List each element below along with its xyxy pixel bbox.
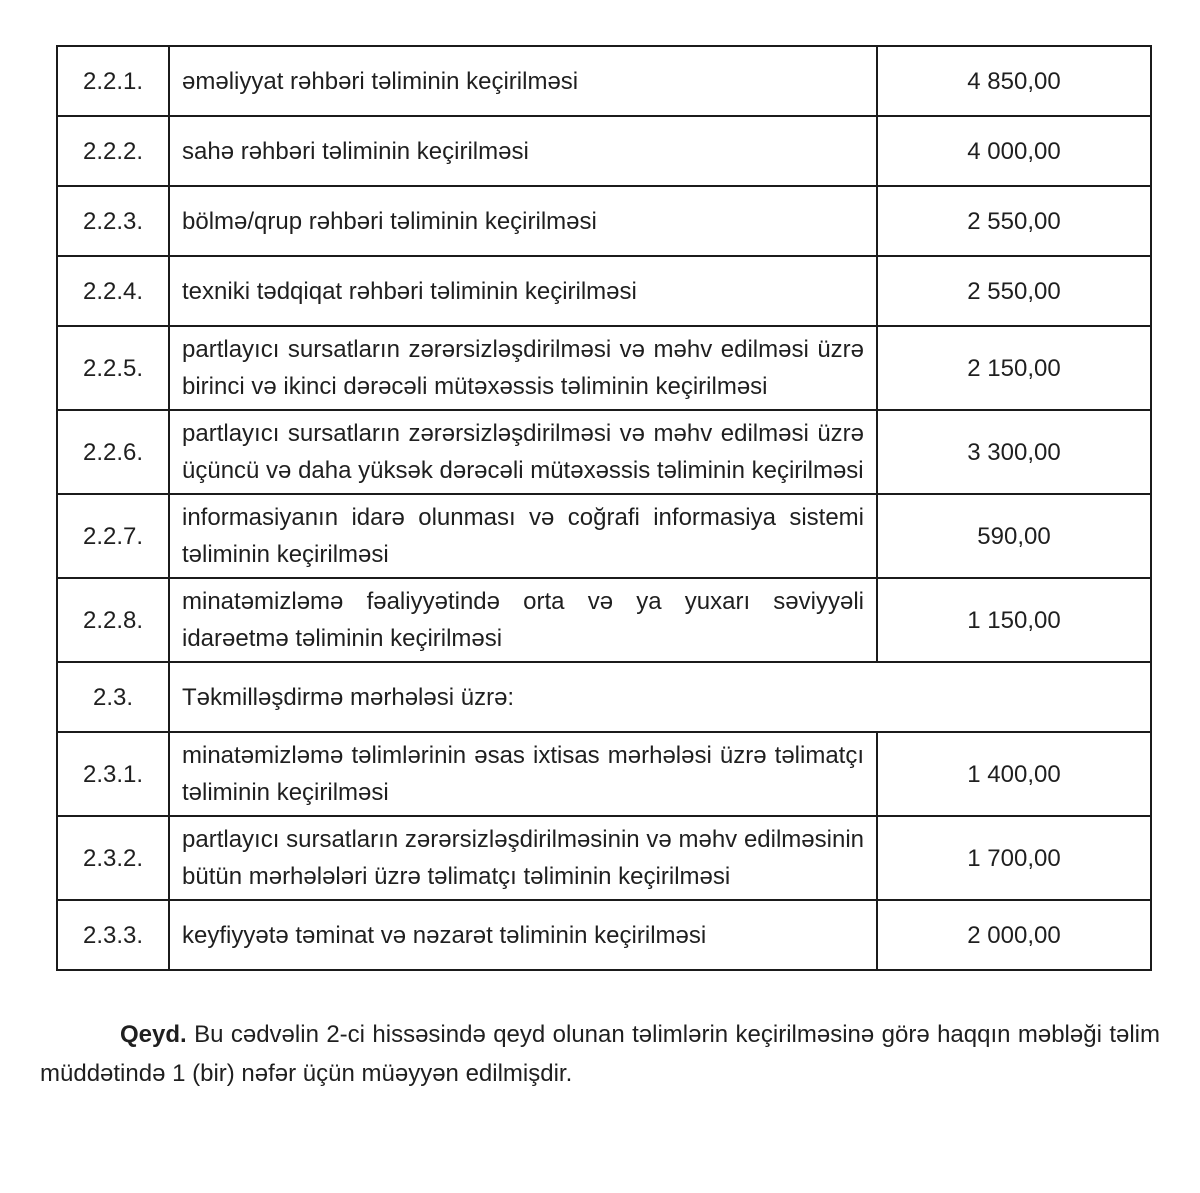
- row-value-cell: 4 850,00: [877, 46, 1151, 116]
- fee-table-body: [57, 46, 1151, 970]
- row-description-cell: minatəmizləmə təlimlərinin əsas ixtisas mərhələsi üzrə təlimatçı təliminin keçirilməsi: [169, 732, 877, 816]
- row-number-cell: 2.3.3.: [57, 900, 169, 970]
- row-value-cell: 1 150,00: [877, 578, 1151, 662]
- row-value-cell: 1 700,00: [877, 816, 1151, 900]
- fee-table: [56, 45, 1152, 971]
- table-row: [57, 578, 1151, 662]
- row-description-cell: keyfiyyətə təminat və nəzarət təliminin keçirilməsi: [169, 900, 877, 970]
- row-value-cell: 2 150,00: [877, 326, 1151, 410]
- row-description-cell: informasiyanın idarə olunması və coğrafi informasiya sistemi təliminin keçirilməsi: [169, 494, 877, 578]
- note-text: Bu cədvəlin 2-ci hissəsində qeyd olunan təlimlərin keçirilməsinə görə haqqın məbləği təlim müddətində 1 (bir) nəfər üçün müəyyən edilmişdir.: [40, 1021, 1160, 1087]
- row-number-cell: 2.3.1.: [57, 732, 169, 816]
- table-row: [57, 816, 1151, 900]
- table-row: [57, 900, 1151, 970]
- row-description-cell: partlayıcı sursatların zərərsizləşdirilməsi və məhv edilməsi üzrə üçüncü və daha yüksək dərəcəli mütəxəssis təliminin keçirilməsi: [169, 410, 877, 494]
- table-row: [57, 662, 1151, 732]
- row-description-cell: əməliyyat rəhbəri təliminin keçirilməsi: [169, 46, 877, 116]
- row-value-cell: 2 550,00: [877, 186, 1151, 256]
- row-description-cell: bölmə/qrup rəhbəri təliminin keçirilməsi: [169, 186, 877, 256]
- row-value-cell: 590,00: [877, 494, 1151, 578]
- row-number-cell: 2.2.2.: [57, 116, 169, 186]
- row-number-cell: 2.2.5.: [57, 326, 169, 410]
- row-description-cell: partlayıcı sursatların zərərsizləşdirilməsi və məhv edilməsi üzrə birinci və ikinci dərəcəli mütəxəssis təliminin keçirilməsi: [169, 326, 877, 410]
- row-number-cell: 2.2.3.: [57, 186, 169, 256]
- table-row: [57, 186, 1151, 256]
- table-row: [57, 116, 1151, 186]
- row-value-cell: 2 000,00: [877, 900, 1151, 970]
- row-number-cell: 2.2.1.: [57, 46, 169, 116]
- table-row: [57, 410, 1151, 494]
- table-row: [57, 494, 1151, 578]
- row-description-cell: texniki tədqiqat rəhbəri təliminin keçirilməsi: [169, 256, 877, 326]
- row-value-cell: 3 300,00: [877, 410, 1151, 494]
- row-number-cell: 2.2.4.: [57, 256, 169, 326]
- row-number-cell: 2.2.6.: [57, 410, 169, 494]
- row-number-cell: 2.3.2.: [57, 816, 169, 900]
- row-number-cell: 2.3.: [57, 662, 169, 732]
- row-number-cell: 2.2.7.: [57, 494, 169, 578]
- table-row: [57, 46, 1151, 116]
- row-value-cell: 4 000,00: [877, 116, 1151, 186]
- row-description-cell: minatəmizləmə fəaliyyətində orta və ya yuxarı səviyyəli idarəetmə təliminin keçirilməsi: [169, 578, 877, 662]
- note-paragraph: [40, 1015, 1160, 1093]
- row-description-cell: Təkmilləşdirmə mərhələsi üzrə:: [169, 662, 1151, 732]
- row-value-cell: 1 400,00: [877, 732, 1151, 816]
- row-value-cell: 2 550,00: [877, 256, 1151, 326]
- row-number-cell: 2.2.8.: [57, 578, 169, 662]
- table-row: [57, 732, 1151, 816]
- note-label: Qeyd.: [120, 1021, 187, 1048]
- table-row: [57, 256, 1151, 326]
- row-description-cell: sahə rəhbəri təliminin keçirilməsi: [169, 116, 877, 186]
- table-row: [57, 326, 1151, 410]
- row-description-cell: partlayıcı sursatların zərərsizləşdirilməsinin və məhv edilməsinin bütün mərhələləri üzrə təlimatçı təliminin keçirilməsi: [169, 816, 877, 900]
